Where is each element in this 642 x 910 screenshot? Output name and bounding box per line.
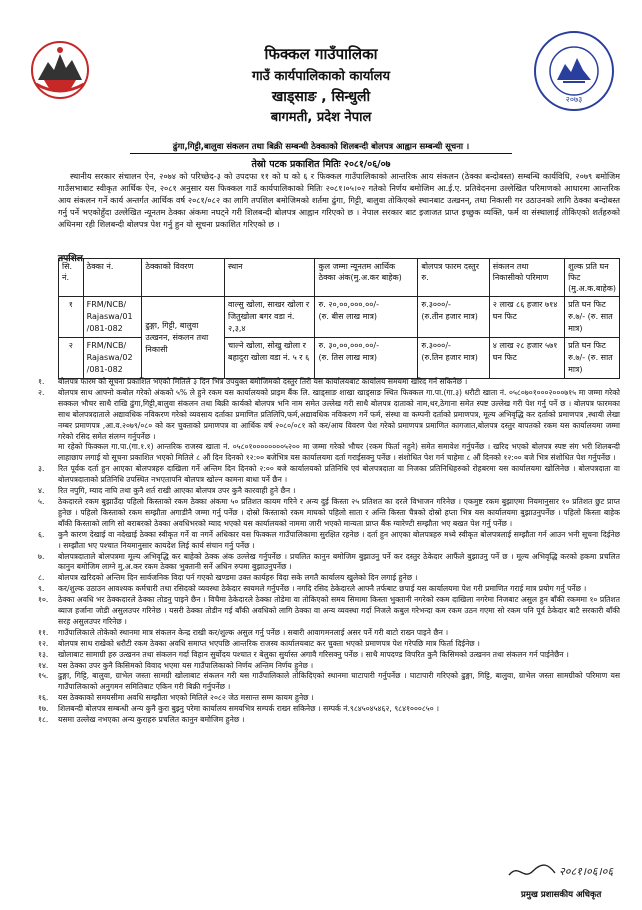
signature-icon — [505, 857, 615, 885]
cell-sn: २ — [59, 338, 84, 379]
list-item: २. बोलपत्र साथ आफ्नो कबोल गरेको अंकको ५% ले हुने रकम यस कार्यालयको प्राइम बैंक लि. खाड्साङ शाखा खाड्साङ स्थित फिक्कल गा.पा.(गा.३) धरौटी खाता नं. ०५८०७०१०००२०००७१५ मा जम्मा गरेको सक्कल भौचर साथै राखि ढुंगा,गिट्टी,बालुवा संकलन तथा बिक्री कार्यको बोलपत्र भनि नाम समेत उल्लेख गरी साथै बोलपत्र दाताको नाम,थर,ठेगाना समेत स्पष्ट उल्लेख गरी पेश गर्नु पर्ने छ । बोलपत्र फारमका साथ बोलपत्रदाताले अद्यावधिक नविकरण गरेको व्यवसाय दर्ताका प्रमाणित प्रतिलिपि,फर्म,अद्यावधिक नविकरण गर्ने फर्म, संस्था वा कम्पनी दर्ताको प्रमाणपत्र, मूल्य अभिवृद्धि कर दर्ताको प्रमाणपत्र ,स्थायी लेखा नम्बर प्रमाणपत्र ,आ.व.२०७९/०८० को कर चुक्ताको प्रमाणपत्र वा आर्थिक वर्ष २०८०/०८१ को कर/आय विवरण पेश गरेको प्रमाणपत्र प्रमाणित कागजात,बोलपत्र दस्तुर बापतको रकम यस कार्यालयमा जम्मा गरेको रसिद समेत संलग्न गर्नुपर्नेछ । — [38, 387, 620, 441]
cell-quantity: २ लाख ८६ हजार ७१४ घन फिट — [489, 297, 564, 338]
cell-quantity: ४ लाख २८ हजार ५७१ घन फिट — [489, 338, 564, 379]
list-item: ३. रित पूर्वक दर्ता हुन आएका बोलपत्रहरु दाखिला गर्ने अन्तिम दिन दिनको २:०० बजे कार्यालयको प्रतिनिधि एवं बोलपत्रदाता वा निजका प्रतिनिधिहरुको रोहबरमा यस कार्यालयमा खोलिनेछ । बोलपत्रदाता वा बोलपत्रदाताको प्रतिनिधि उपस्थित नभएतापनि बोलपत्र खोल्न कामना बाधा पर्ने छैन । — [38, 464, 620, 485]
intro-text: स्थानीय सरकार संचालन ऐन, २०७४ को परिच्छेद-३ को उपदफा ११ को घ को ६ र फिक्कल गाउँपालिकाको आन्तरिक आय संकलन (ठेक्का बन्दोबस्त) सम्बन्धि कार्यविधि, २०७९ बमोजिम गाउँसभाबाट स्वीकृत आर्थिक ऐन, २०८१ अनुसार यस फिक्कल गाउँ कार्यपालिकाको मितिः २०८१।०५।०२ गतेको निर्णय बमोजिम आ.ई.ए. प्रतिवेदनमा उल्लेखित परिमाणको आधारमा आन्तरिक आय संकलन गर्ने कार्य अन्तर्गत आर्थिक वर्ष २०८१/०८२ का लागि तपशिल बमोजिमको शर्तमा ढुंगा, गिट्टी, बालुवा तोकिएको स्थानबाट उत्खनन्, तथा निकासी गर उठाउनको लागि ठेक्का बन्दोबस्त गर्नु पर्ने भएकोहुँदा उल्लेखित न्यूनतम ठेक्का अंकमा नघट्ने गरी शिलबन्दी बोलपत्र आह्वान गरिएको छ । नेपाल सरकार बाट इजाजत प्राप्त इच्छुक व्यक्ति, फर्म वा संस्थालाई तोकिएको शर्तहरुको अधिनमा रही शिलबन्दी बोलपत्र पेश गर्नु हुन यो सूचना प्रकाशित गरिएको छ । — [58, 171, 620, 230]
list-item: ७. बोलपत्रदाताले बोलपत्रमा मूल्य अभिवृद्धि कर बाहेको ठेक्क अंक उल्लेख गर्नुपर्नेछ । प्रचलित कानुन बमोजिम बुझाउनु पर्ने कर दस्तुर ठेकेदार आफैंले बुझाउनु पर्ने छ । मूल्य अभिवृद्धि करको हकमा प्रचलित कानुन बमोजिम लाग्ने मु.अ.कर रकम ठेक्का भुक्तानी सर्ने अधिन रुपमा बुझाउनुपर्नेछ । — [38, 551, 620, 572]
list-item: १७. शिलबन्दी बोलपत्र सम्बन्धी अन्य कुनै कुरा बुझ्नु परेमा कार्यालय समयभित्र सम्पर्क राख्न सकिनेछ । सम्पर्क नं.९८४५०४५४६२, ९८४१०००८५० । — [38, 704, 439, 714]
office-address: खाड्साङ , सिन्धुली — [271, 89, 371, 105]
letterhead — [0, 0, 642, 140]
amount-words: (रु. तिस लाख मात्र) — [318, 353, 378, 362]
signature-date: २०८१।०६।०६ — [559, 865, 614, 878]
amount-words: (रु. बीस लाख मात्र) — [318, 312, 378, 321]
cell-form-fee — [418, 338, 489, 379]
header-rate: शुल्क प्रति घन फिट (मु.अ.क.बाहेक) — [565, 259, 620, 297]
fee-words: (रु.तिन हजार मात्र) — [421, 353, 478, 362]
header-description: ठेक्काको विवरण — [142, 259, 225, 297]
cell-amount — [315, 338, 418, 379]
fee-figure: रु.३०००/- — [421, 341, 451, 350]
header-location: स्थान — [225, 259, 315, 297]
amount-figure: रु. २०,००,०००.००/- — [318, 300, 380, 309]
cell-rate: प्रति घन फिट रु.७/- (रु. सात मात्र) — [565, 338, 620, 379]
list-item: ९. कर/शुल्क उठाउन आवश्यक कर्मचारी तथा रसिदको व्यवस्था ठेकेदार स्वयमले गर्नुपर्नेछ । नगदि रसिद ठेकेदारले आफ्नै तर्फबाट छपाई यस कार्यालयमा पेश गरी प्रमाणित गराई मात्र प्रयोग गर्नु पर्नेछ । — [38, 584, 587, 594]
list-item: १. बोलपत्र फारम को सूचना प्रकाशित भएको मितिले ३ दिन भित्र उपयुक्त बमोजिमको दस्तुर तिरी यस कार्यालयबाट कार्यालय समयमा खरिद गर्न सकिनेछ । — [38, 377, 468, 386]
cell-sn: १ — [59, 297, 84, 338]
list-item: ५. ठेकदारले रकम बुझाउँदा पहिलो किस्ताको रकम ठेक्का अंकमा ५० प्रतिशत कायम गरिने र अन्य दुई किस्ता २५ प्रतिशत का दरले विभाजन गरिनेछ । एकमुष्ट रकम बुझाएमा नियमानुसार १० प्रतिशत छुट प्राप्त हुनेछ । पहिलो किस्ताको रकम सम्झौता अगाडीनै जम्मा गर्नु पर्नेछ । दोस्रो किस्ताको रकम माघको पहिलो साता र अन्ति किस्ता चैत्रको दोस्रो हप्ता भित्र यस कार्यालयमा बुझाउनुपर्नेछ । पहिलो किस्ता बाहेक बाँकी किस्ताको लागि सो बराबरको ठेक्का अवधिभरको म्याद भएको यस कार्यालयको नाममा जारी भएको मान्यता प्राप्त बैंक ग्यारेण्टी सम्झौता भए बखत पेश गर्नु पर्नेछ । — [38, 496, 620, 528]
municipality-seal-icon — [533, 30, 615, 112]
contract-table — [58, 258, 620, 379]
fee-figure: रु.३०००/- — [421, 300, 451, 309]
province-name: बागमती, प्रदेश नेपाल — [270, 110, 372, 125]
list-item: १०. ठेक्का अवधि भर ठेक्कदारले ठेक्का तोडनु पाइने छैन । विचैमा ठेकेदारले ठेक्का तोडेमा वा तोकिएको समय सिमामा किस्ता भुक्तानी नगरेको रकम दाखिला नगरेमा निजबाट असुल हुन बाँकी रकममा १० प्रतिशत ब्याज हर्जाना जोडी असुलउपर गरिनेछ । यसरी ठेक्का तोडीन गई बाँकी अवधिको लागि ठेक्का वा अन्य व्यवस्था गर्दा निजले कबुल गरेभन्दा कम रकम उठन गएमा सो रकम पनि पूर्व ठेकेदार बाटै सरकारी बाँकी सरह असुलउपर गरिनेछ । — [38, 595, 620, 626]
list-item: ११. गाउँपालिकाले तोकेको स्थानमा मात्र संकलन केन्द्र राखी कर/शुल्क असुल गर्नु पर्नेछ । सबारी आवागमनलाई असर पर्ने गरी बाटो राख्न पाइने छैन । — [38, 627, 449, 637]
list-item: १८. यसमा उल्लेख नभएका अन्य कुराहरु प्रचलित कानुन बमोजिम हुनेछ । — [38, 715, 245, 725]
list-item: ४. रित नपुगि, म्याद नाघि तथा कुनै शर्त राखी आएका बोलपत्र उपर कुनै कारवाही हुने छैन । — [38, 486, 296, 496]
list-item: ८. बोलपत्र खरिदको अन्तिम दिन सार्वजनिक विदा पर्न गएको खण्डमा उक्त कार्यहरु विदा सके लगतै कार्यालय खुलेको दिन लगाई हुनेछ । — [38, 573, 418, 583]
header-sn: सि. नं. — [59, 259, 84, 297]
cell-contract-no: FRM/NCB/ Rajaswa/01 /081-082 — [83, 297, 142, 338]
table-row — [59, 297, 620, 338]
cell-contract-no: FRM/NCB/ Rajaswa/02 /081-082 — [83, 338, 142, 379]
table-header-row — [59, 259, 620, 297]
list-item: ६. कुनै कारण देखाई वा नदेखाई ठेक्का स्वीकृत गर्ने वा नगर्ने अधिकार यस फिक्कल गाउँपालिकामा सुरक्षित रहनेछ । दर्ता हुन आएका बोलपत्रहरु मध्ये स्वीकृत बोलपत्रलाई सम्झौता गर्न आउन भनी सूचना दिईनेछ । सम्झौता भए पश्चात नियमानुसार कायदेश लिई कार्य संचान गर्नु पर्नेछ । — [38, 529, 620, 550]
list-item: १५. ढुङ्गा, गिट्टि, बालुवा, ग्राभेल जस्ता सामग्री खोलाबाट संकलन गरी यस गाउँपालिकाले तोकिदिएको स्थानमा घाटापारी गर्नुपर्नेछ । घाटापारी गरिएको ढुङ्गा, गिट्टि, बालुवा, ग्राभेल जस्ता सामग्रीको परिमाण यस गाउँपालिकाको अनुगमन समितिबाट एकिन गरी बिक्री गर्नुपर्नेछ । — [38, 671, 620, 692]
list-item: १३. खोलाबाट सामाग्री हरु उत्खनन तथा संकलन गर्दा विहान सुर्योदय पश्चात र बेलुका सुर्यास्त अगावै गरिसक्नु पर्नेछ । साथै मापदण्ड विपरित कुनै किसिमको उत्खनन तथा संकलन गर्न पाईनेछैन । — [38, 649, 569, 659]
cell-form-fee — [418, 297, 489, 338]
header-amount: कुल जम्मा न्यूनतम आर्थिक ठेक्का अंक(मु.अ.कर बाहेक) — [315, 259, 418, 297]
fee-words: (रु.तीन हजार मात्र) — [421, 312, 478, 321]
officer-title: प्रमुख प्रशासकीय अधिकृत — [521, 890, 602, 900]
cell-amount — [315, 297, 418, 338]
header-form-fee: बोलपत्र फारम दस्तुर रु. — [418, 259, 489, 297]
cell-location: वाल्सु खोला, साखर खोला र जितुखोला बगर वडा नं. २,३,४ — [225, 297, 315, 338]
terms-list — [38, 377, 620, 726]
publication-date: तेस्रो पटक प्रकाशित मितिः २०८१/०६/०७ — [251, 159, 391, 170]
header-quantity: संकलन तथा निकासीको परिमाण — [489, 259, 564, 297]
amount-figure: रु. ३०,००,०००.००/- — [318, 341, 380, 350]
cell-location: चाल्ने खोला, सोखु खोला र बहादुरा खोला वडा नं. ५ र ६ — [225, 338, 315, 379]
municipality-name: फिक्कल गाउँपालिका — [264, 45, 378, 63]
details-heading: तपशिल — [58, 254, 83, 264]
list-item: १२. बोलपत्र साथ राखेको धरौटी रकम ठेक्का अवधि समाप्त भएपछि आन्तरिक राजस्व कार्यालयबाट कर चुक्ता भएको प्रमाणपत्र पेश गरेपछि मात्र फिर्ता दिईनेछ । — [38, 638, 480, 648]
office-name: गाउँ कार्यपालिकाको कार्यालय — [252, 69, 390, 84]
list-item: १४. यस ठेक्का उपर कुनै किसिमको विवाद भएमा यस गाउँपालिकाको निर्णय अन्तिम निर्णय हुनेछ । — [38, 660, 314, 670]
cell-description: ढुङ्गा, गिट्टी, बालुवा उत्खनन, संकलन तथा निकासी — [142, 297, 225, 379]
header-contract-no: ठेक्का नं. — [83, 259, 142, 297]
notice-title: ढुंगा,गिट्टी,बालुवा संकलन तथा बिक्री सम्बन्धी ठेक्काको शिलबन्दी बोलपत्र आह्वान सम्बन्धी सूचना । — [130, 141, 512, 154]
list-item: मा रहेको फिक्कल गा.पा.(गा.१.१) आन्तरिक राजस्व खाता नं. ०५८०१००००००००५२०० मा जम्मा गरेको भौचर (रकम फिर्ता नहुने) समेत समावेश गर्नुपर्नेछ । खरिद भएको बोलपत्र स्पष्ट संग भरी शिलबन्दी लाहाछाप लगाई यो सूचना प्रकाशित भएको मितिले ८ औं दिन दिनको १२:०० बजेभित्र यस कार्यालयमा दर्ता गराईसक्नु पर्नेछ । संशोधित पेश गर्न चाहेमा ८ औं दिनको १२:०० बजे भित्र संशोधित पेश गर्नुपर्नेछ । — [58, 442, 620, 463]
list-item: १६. यस ठेक्काको समयसीमा अवधि सम्झौता भएको मितिले २०८२ जेठ मसान्त सम्म कायम हुनेछ । — [38, 693, 314, 703]
intro-paragraph — [58, 170, 620, 230]
seal-year: २०७३ — [565, 95, 583, 104]
cell-rate: प्रति घन फिट रु.७/- (रु. सात मात्र) — [565, 297, 620, 338]
